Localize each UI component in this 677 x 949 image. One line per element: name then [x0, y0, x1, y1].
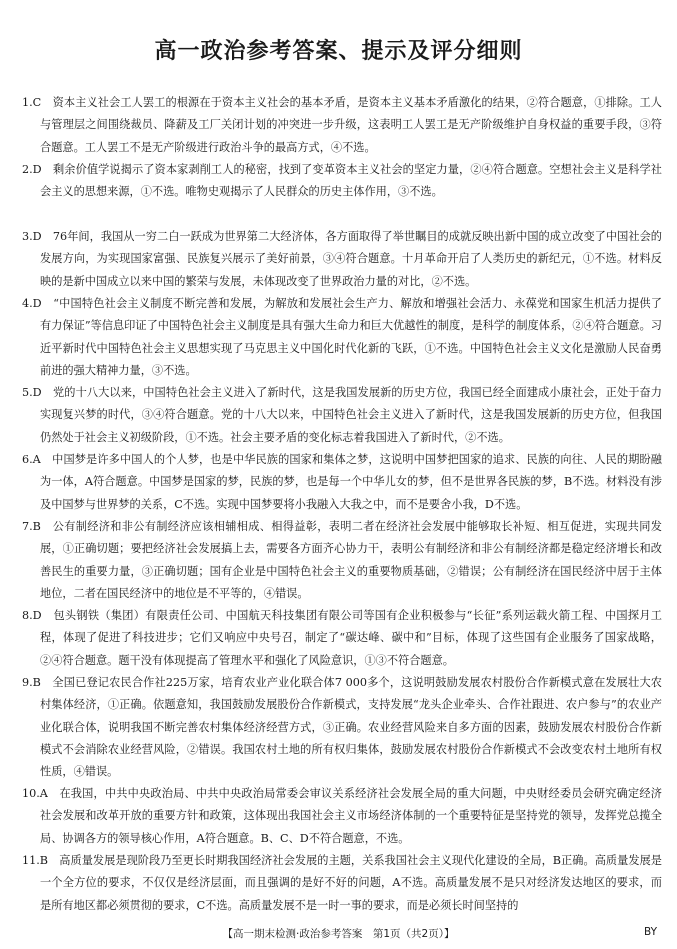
answer-text: 公有制经济和非公有制经济应该相辅相成、相得益彰，表明二者在经济社会发展中能够取长补短、相互促进，实现共同发展，①正确切题；要把经济社会发展搞上去，需要各方面齐心协力干，表明公有制经济和非公有制经济都是稳定经济增长和改善民生的重要力量，③正确切题；国有企业是中国特色社会主义的重要物质基础，②错误；公有制经济在国民经济中居于主体地位，二者在国民经济中的地位是不平等的，④错误。	[40, 520, 662, 600]
answer-item-5	[22, 382, 662, 449]
answer-list	[22, 92, 662, 917]
answer-label: 6.A	[22, 453, 41, 466]
answer-label: 9.B	[22, 676, 41, 689]
answer-label: 4.D	[22, 297, 42, 310]
answer-text: 剩余价值学说揭示了资本家剥削工人的秘密，找到了变革资本主义社会的坚定力量，②④符合题意。空想社会主义是科学社会主义的思想来源，①不选。唯物史观揭示了人民群众的历史主体作用，③不选。	[40, 163, 662, 199]
answer-item-3	[22, 226, 662, 293]
page-title: 高一政治参考答案、提示及评分细则	[154, 39, 523, 64]
answer-label: 3.D	[22, 230, 42, 243]
version-code: BY	[643, 926, 657, 938]
answer-text: 包头钢铁（集团）有限责任公司、中国航天科技集团有限公司等国有企业积极参与“长征”系列运载火箭工程、中国探月工程，体现了促进了科技进步；它们又响应中央号召，制定了“碳达峰、碳中和”目标，体现了这些国有企业服务了国家战略，②④符合题意。题干没有体现提高了管理水平和强化了风险意识，①③不符合题意。	[40, 609, 662, 667]
answer-item-1	[22, 92, 662, 159]
answer-label: 5.D	[22, 386, 42, 399]
answer-item-8	[22, 605, 662, 672]
answer-text: 76年间，我国从一穷二白一跃成为世界第二大经济体，各方面取得了举世瞩目的成就反映出新中国的成立改变了中国社会的发展方向，为实现国家富强、民族复兴展示了美好前景，③④符合题意。十月革命开启了人类历史的新纪元，①不选。材料反映的是新中国成立以来中国的繁荣与发展，未体现改变了世界政治力量的对比，②不选。	[40, 230, 662, 288]
answer-item-11	[22, 850, 662, 917]
answer-item-10	[22, 783, 662, 850]
answer-text: 全国已登记农民合作社225万家，培育农业产业化联合体7 000多个，这说明鼓励发展农村股份合作新模式意在发展壮大农村集体经济，①正确。依题意知，我国鼓励发展股份合作新模式，支持发展“龙头企业牵头、合作社跟进、农户参与”的农业产业化联合体，说明我国不断完善农村集体经济经营方式，③正确。农业经营风险来自多方面的因素，鼓励发展农村股份合作新模式不会消除农业经营风险，②错误。我国农村土地的所有权归集体，鼓励发展农村股份合作新模式不会改变农村土地所有权性质，④错误。	[40, 676, 662, 779]
page-footer: 【高一期末检测·政治参考答案 第1页（共2页）】	[222, 928, 455, 940]
answer-label: 8.D	[22, 609, 42, 622]
answer-text: 高质量发展是现阶段乃至更长时期我国经济社会发展的主题，关系我国社会主义现代化建设的全局，B正确。高质量发展是一个全方位的要求，不仅仅是经济层面，而且强调的是好不好的问题，A不选。高质量发展不是只对经济发达地区的要求，而是所有地区都必须贯彻的要求，C不选。高质量发展不是一时一事的要求，而是必须长时间坚持的	[40, 854, 662, 912]
answer-item-7	[22, 516, 662, 605]
answer-label: 7.B	[22, 520, 41, 533]
answer-label: 2.D	[22, 163, 42, 176]
answer-text: “中国特色社会主义制度不断完善和发展，为解放和发展社会生产力、解放和增强社会活力、永葆党和国家生机活力提供了有力保证”等信息印证了中国特色社会主义制度是具有强大生命力和巨大优越性的制度，是科学的制度体系，②④符合题意。习近平新时代中国特色社会主义思想实现了马克思主义中国化时代化新的飞跃，①不选。中国特色社会主义文化是激励人民奋勇前进的强大精神力量，③不选。	[40, 297, 662, 377]
answer-text: 中国梦是许多中国人的个人梦，也是中华民族的国家和集体之梦，这说明中国梦把国家的追求、民族的向往、人民的期盼融为一体，A符合题意。中国梦是国家的梦，民族的梦，也是每一个中华儿女的梦，但不是世界各民族的梦，B不选。材料没有涉及中国梦与世界梦的关系，C不选。实现中国梦要将小我融入大我之中，而不是要舍小我，D不选。	[40, 453, 662, 511]
answer-label: 11.B	[22, 854, 49, 867]
answer-item-2	[22, 159, 662, 226]
answer-text: 在我国，中共中央政治局、中共中央政治局常委会审议关系经济社会发展全局的重大问题，中央财经委员会研究确定经济社会发展和改革开放的重要方针和政策，这体现出我国社会主义市场经济体制的一个重要特征是坚持党的领导，发挥党总揽全局、协调各方的领导核心作用，A符合题意。B、C、D不符合题意，不选。	[40, 787, 662, 845]
answer-text: 党的十八大以来，中国特色社会主义进入了新时代，这是我国发展新的历史方位，我国已经全面建成小康社会，正处于奋力实现复兴梦的时代，③④符合题意。党的十八大以来，中国特色社会主义进入了新时代，这是我国发展新的历史方位，但我国仍然处于社会主义初级阶段，①不选。社会主要矛盾的变化标志着我国进入了新时代，②不选。	[40, 386, 662, 444]
answer-item-6	[22, 449, 662, 516]
answer-label: 10.A	[22, 787, 48, 800]
answer-item-4	[22, 293, 662, 382]
answer-label: 1.C	[22, 96, 42, 109]
answer-text: 资本主义社会工人罢工的根源在于资本主义社会的基本矛盾，是资本主义基本矛盾激化的结果，②符合题意，①排除。工人与管理层之间围绕裁员、降薪及工厂关闭计划的冲突进一步升级，这表明工人罢工是无产阶级维护自身权益的重要手段，③符合题意。工人罢工不是无产阶级进行政治斗争的最高方式，④不选。	[40, 96, 662, 154]
answer-item-9	[22, 672, 662, 783]
